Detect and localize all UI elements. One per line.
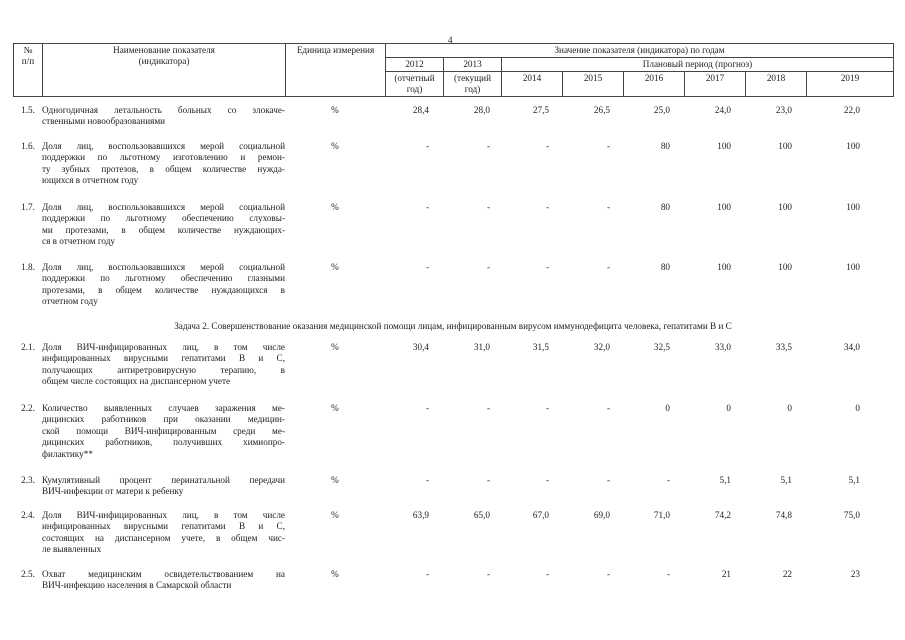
indicator-value: - (425, 403, 429, 413)
header-unit: Единица измерения (286, 44, 386, 97)
indicator-unit: % (331, 105, 339, 115)
indicator-value: - (545, 569, 549, 579)
header-values-title: Значение показателя (индикатора) по годам (386, 44, 894, 58)
indicator-value: - (545, 403, 549, 413)
task-heading: Задача 2. Совершенствование оказания медицинской помощи лицам, инфицированным вирусом иммунодефицита человека, гепатитами В и С (174, 321, 732, 331)
row-number: 2.1. (21, 342, 35, 352)
indicator-unit: % (331, 475, 339, 485)
indicator-value: 69,0 (593, 510, 610, 520)
indicator-value: 100 (778, 262, 792, 272)
row-number: 2.2. (21, 403, 35, 413)
header-num: № п/п (14, 44, 43, 97)
indicator-value: - (606, 202, 610, 212)
indicator-value: - (425, 262, 429, 272)
indicator-unit: % (331, 342, 339, 352)
indicator-value: - (545, 202, 549, 212)
header-plan-year: 2016 (624, 72, 685, 97)
indicator-value: - (425, 141, 429, 151)
table-header (13, 43, 894, 97)
header-year-2012: 2012 (386, 58, 444, 72)
indicator-value: 5,1 (719, 475, 731, 485)
indicator-unit: % (331, 141, 339, 151)
indicator-unit: % (331, 569, 339, 579)
header-plan-year: 2019 (807, 72, 894, 97)
indicator-value: 33,0 (714, 342, 731, 352)
indicator-unit: % (331, 202, 339, 212)
indicator-value: 65,0 (473, 510, 490, 520)
indicator-value: 26,5 (593, 105, 610, 115)
indicator-value: 30,4 (412, 342, 429, 352)
indicator-value: 34,0 (843, 342, 860, 352)
header-name: Наименование показателя (индикатора) (43, 44, 286, 97)
indicator-value: 24,0 (714, 105, 731, 115)
indicator-unit: % (331, 510, 339, 520)
header-plan: Плановый период (прогноз) (502, 58, 894, 72)
indicator-value: - (545, 141, 549, 151)
indicator-name: Количество выявленных случаев заражения ме- дицинских работников при оказании медицин- ской помощи ВИЧ-инфицированным среди ме- дицинских работников, получивших химиопро- филактику** (42, 403, 285, 459)
indicator-value: 100 (717, 262, 731, 272)
header-plan-year: 2018 (746, 72, 807, 97)
indicator-name: Одногодичная летальность больных со злокаче- ственными новообразованиями (42, 105, 285, 127)
indicator-value: 100 (846, 262, 860, 272)
row-number: 1.7. (21, 202, 35, 212)
indicator-value: 25,0 (653, 105, 670, 115)
indicator-value: - (666, 569, 670, 579)
indicator-value: 31,0 (473, 342, 490, 352)
indicator-value: 80 (660, 141, 670, 151)
row-number: 2.5. (21, 569, 35, 579)
indicator-value: 5,1 (780, 475, 792, 485)
indicator-value: 100 (778, 141, 792, 151)
indicator-value: - (606, 141, 610, 151)
row-number: 1.6. (21, 141, 35, 151)
indicator-value: 33,5 (775, 342, 792, 352)
indicator-value: 0 (726, 403, 731, 413)
indicator-value: 100 (717, 141, 731, 151)
indicator-value: 80 (660, 262, 670, 272)
indicator-value: - (425, 569, 429, 579)
indicator-name: Доля лиц, воспользовавшихся мерой социальной поддержки по льготному обеспечению глазными протезами, в общем количестве нуждающихся в отчетном году (42, 262, 285, 307)
indicator-value: 100 (846, 202, 860, 212)
header-plan-year: 2017 (685, 72, 746, 97)
indicator-value: - (666, 475, 670, 485)
header-year-2013: 2013 (444, 58, 502, 72)
header-plan-year: 2014 (502, 72, 563, 97)
indicator-value: 67,0 (532, 510, 549, 520)
indicator-value: 100 (778, 202, 792, 212)
indicator-value: 74,8 (775, 510, 792, 520)
indicator-unit: % (331, 403, 339, 413)
header-2012-note: (отчетный год) (386, 72, 444, 97)
indicator-value: 21 (721, 569, 731, 579)
indicator-value: - (606, 403, 610, 413)
indicator-value: 31,5 (532, 342, 549, 352)
indicator-value: - (486, 403, 490, 413)
indicator-value: - (486, 262, 490, 272)
indicator-value: 0 (855, 403, 860, 413)
indicator-value: 23 (850, 569, 860, 579)
indicator-unit: % (331, 262, 339, 272)
indicator-value: - (606, 569, 610, 579)
indicator-value: 80 (660, 202, 670, 212)
indicator-name: Доля ВИЧ-инфицированных лиц, в том числе инфицированных вирусными гепатитами В и С, получающих антиретровирусную терапию, в общем числе состоящих на диспансерном учете (42, 342, 285, 387)
indicator-value: 74,2 (714, 510, 731, 520)
indicator-value: - (486, 141, 490, 151)
row-number: 1.5. (21, 105, 35, 115)
indicator-value: 63,9 (412, 510, 429, 520)
indicator-value: 23,0 (775, 105, 792, 115)
indicator-value: 22,0 (843, 105, 860, 115)
row-number: 2.4. (21, 510, 35, 520)
indicator-value: 71,0 (653, 510, 670, 520)
indicator-value: - (486, 475, 490, 485)
indicator-name: Охват медицинским освидетельствованием на ВИЧ-инфекцию населения в Самарской области (42, 569, 285, 591)
indicator-value: 75,0 (843, 510, 860, 520)
row-number: 2.3. (21, 475, 35, 485)
indicator-value: 28,0 (473, 105, 490, 115)
indicator-value: - (545, 262, 549, 272)
page-number: 4 (448, 35, 453, 45)
indicator-value: 27,5 (532, 105, 549, 115)
indicator-name: Доля лиц, воспользовавшихся мерой социальной поддержки по льготному изготовлению и ремон- ту зубных протезов, в общем количестве нужда- ющихся в отчетном году (42, 141, 285, 186)
indicator-value: 0 (787, 403, 792, 413)
indicator-value: 100 (717, 202, 731, 212)
indicator-value: 22 (782, 569, 792, 579)
indicator-name: Кумулятивный процент перинатальной передачи ВИЧ-инфекции от матери к ребенку (42, 475, 285, 497)
indicator-value: 28,4 (412, 105, 429, 115)
indicator-value: - (606, 262, 610, 272)
indicator-value: 100 (846, 141, 860, 151)
indicator-value: - (486, 569, 490, 579)
indicator-value: - (545, 475, 549, 485)
indicator-name: Доля лиц, воспользовавшихся мерой социальной поддержки по льготному обеспечению слуховы- ми протезами, в общем количестве нуждающих- ся в отчетном году (42, 202, 285, 247)
header-2013-note: (текущий год) (444, 72, 502, 97)
indicator-value: - (486, 202, 490, 212)
indicator-value: 32,0 (593, 342, 610, 352)
indicator-value: - (606, 475, 610, 485)
row-number: 1.8. (21, 262, 35, 272)
indicator-value: 5,1 (848, 475, 860, 485)
header-plan-year: 2015 (563, 72, 624, 97)
indicator-value: - (425, 475, 429, 485)
indicator-value: 32,5 (653, 342, 670, 352)
indicator-value: 0 (665, 403, 670, 413)
indicator-value: - (425, 202, 429, 212)
indicator-name: Доля ВИЧ-инфицированных лиц, в том числе инфицированных вирусными гепатитами В и С, состоящих на диспансерном учете, в общем чис- ле выявленных (42, 510, 285, 555)
